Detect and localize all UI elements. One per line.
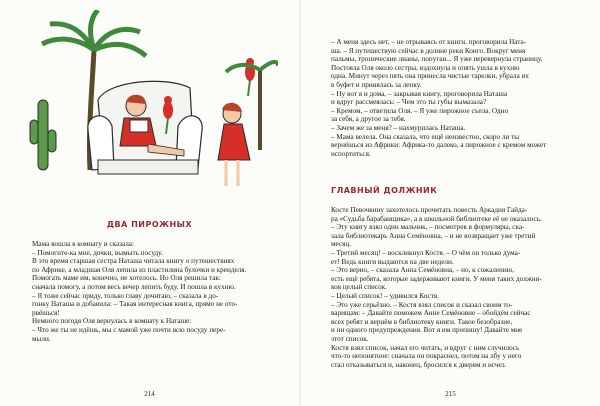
paragraph-line: есть ещё ребята, которые задерживают книги. У меня таких должни- bbox=[331, 274, 542, 283]
paragraph-line: и вдруг рассмеялась: – Чем это ты губы вымазала? bbox=[331, 98, 487, 107]
paragraph-line: – Помогите-ка мне, дочки, вымыть посуду. bbox=[32, 248, 163, 257]
paragraph-line: Постояла Оля около сестры, вздохнула и опять ушла в кухню bbox=[331, 63, 520, 72]
cactus-icon bbox=[30, 100, 56, 170]
page-number-left: 214 bbox=[144, 390, 155, 398]
paragraph-line: месяц. bbox=[331, 240, 352, 249]
story-title-main-debtor: ГЛАВНЫЙ ДОЛЖНИК bbox=[331, 186, 438, 195]
paragraph-line: что-то непонятное: сначала он покраснел, потом на лбу у него bbox=[331, 352, 522, 361]
paragraph-line: одна. Минут через пять она принесла чистые тарелки, убрала их bbox=[331, 72, 530, 81]
paragraph-line: Косте Певочкину захотелось прочитать повесть Аркадия Гайда- bbox=[331, 206, 528, 214]
paragraph-line: – Эту книгу взял один мальчик, – посмотрев в формуляры, ска- bbox=[331, 223, 525, 232]
story-title-two-pastries: ДВА ПИРОЖНЫХ bbox=[106, 220, 193, 229]
page-number-right: 215 bbox=[445, 390, 456, 398]
standing-girl-icon bbox=[218, 103, 250, 186]
paragraph-line: стал отказываться и, наконец, бросился к дверям и исчез. bbox=[331, 360, 507, 369]
paragraph-line: – Мама велела. Она сказала, что ещё неизвестно, скоро ли ты bbox=[331, 132, 520, 141]
paragraph-line: и ни одного предупреждения. Вот я им пропишу! Давайте мне bbox=[331, 326, 523, 335]
paragraph-line: всех ребят и вернём в библиотеку книги. Такое безобразие, bbox=[331, 317, 513, 326]
paragraph-line: Помогать маме им, конечно, не хотелось. Но Оля решила так: bbox=[32, 274, 221, 283]
paragraph-line: в буфет и принялась за лепку. bbox=[331, 80, 422, 89]
paragraph-line: – Третий месяц! – воскликнул Костя. – О чём он только дума- bbox=[331, 248, 521, 257]
paragraph-line: ра «Судьба барабанщика», а в школьной библиотеке её не оказалось. bbox=[331, 214, 542, 223]
left-page bbox=[0, 0, 299, 406]
paragraph-line: испортиться. bbox=[331, 149, 371, 158]
paragraph-line: пальмы, тропические лианы, попугаи... Я уже перевернула страницу. bbox=[331, 55, 543, 64]
paragraph-line: за себя, а другое за тебя. bbox=[331, 115, 406, 124]
paragraph-line: гонку Наташа и добавила: – Такая интересная книга, прямо не ото- bbox=[32, 300, 238, 309]
paragraph-line: Мама вошла в комнату и сказала: bbox=[32, 240, 134, 248]
paragraph-line: – Это уже серьёзно. – Костя взял список и сказал своим то- bbox=[331, 300, 513, 309]
paragraph-line: Немного погодя Оля вернулась в комнату к Наташе: bbox=[32, 317, 192, 326]
paragraph-line: – А меня здесь нет, – не отрываясь от книги, проговорила Ната- bbox=[331, 38, 527, 46]
right-page bbox=[301, 0, 600, 406]
paragraph-line: – Что же ты не идёшь, мы с мамой уже почти всю посуду пере- bbox=[32, 325, 226, 334]
left-story-body bbox=[32, 240, 282, 343]
paragraph-line: – Я тоже сейчас приду, только главу дочитаю, – сказала в до- bbox=[32, 291, 219, 300]
paragraph-line: зала библиотекарь Анна Семёновна, – и не возвращает уже третий bbox=[331, 231, 536, 240]
paragraph-line: варищам: – Давайте поможем Анне Семёновне – обойдём сейчас bbox=[331, 309, 531, 318]
paragraph-line: сначала помогу, а потом весь вечер лепить буду. И пошла в кухню. bbox=[32, 282, 236, 291]
paragraph-line: ет! Ведь книги выдаются на две недели. bbox=[331, 257, 454, 266]
paragraph-line: мыли. bbox=[32, 334, 51, 343]
right-story-continuation bbox=[331, 38, 581, 158]
paragraph-line: – Целый список! – удивился Костя. bbox=[331, 291, 439, 300]
paragraph-line: вернёшься из Африки: Африка-то далеко, а пирожное с кремом может bbox=[331, 141, 547, 150]
paragraph-line: – Это верно, – сказала Анна Семёновна, – но, к сожалению, bbox=[331, 266, 514, 275]
paragraph-line: – Зачем же за меня? – нахмурилась Наташа. bbox=[331, 123, 466, 132]
paragraph-line: по Африке, а младшая Оля лепила из пластилина булочки и кренделя. bbox=[32, 265, 247, 274]
right-story-body bbox=[331, 206, 581, 369]
paragraph-line: ков целый список. bbox=[331, 283, 387, 292]
paragraph-line: – Кремом, – ответила Оля. – Я уже пирожное съела. Одно bbox=[331, 106, 509, 115]
paragraph-line: В это время старшая сестра Наташа читала книгу о путешествиях bbox=[32, 257, 235, 266]
paragraph-line: Костя взял список, начал его читать, и вдруг с ним случилось bbox=[331, 343, 520, 352]
paragraph-line: ша. – Я путешествую сейчас в долине реки Конго. Вокруг меня bbox=[331, 46, 526, 55]
paragraph-line: – Ну вот я и дома, – закрывая книгу, проговорила Наташа bbox=[331, 89, 508, 98]
paragraph-line: этот список. bbox=[331, 334, 369, 343]
girls-reading-illustration bbox=[28, 10, 278, 210]
paragraph-line: рвёшься! bbox=[32, 308, 60, 317]
